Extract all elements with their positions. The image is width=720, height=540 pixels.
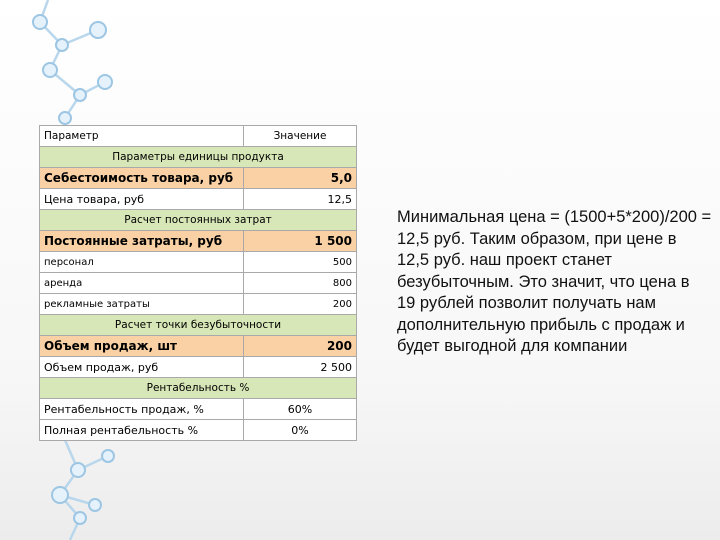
parameters-table xyxy=(39,125,357,441)
section-label: Расчет точки безубыточности xyxy=(40,315,357,336)
table-row xyxy=(40,357,357,378)
section-row xyxy=(40,147,357,168)
explanation-text: Минимальная цена = (1500+5*200)/200 = 12,5 руб. Таким образом, при цене в 12,5 руб. наш проект станет безубыточным. Это значит, что цена в 19 рублей позволит получать нам дополнительную прибыль с продаж и будет выгодной для компании xyxy=(397,208,712,355)
row-label: Объем продаж, руб xyxy=(40,357,244,378)
header-value: Значение xyxy=(244,126,357,147)
row-label: Цена товара, руб xyxy=(40,189,244,210)
row-value: 5,0 xyxy=(244,168,357,189)
row-value: 800 xyxy=(244,273,357,294)
row-label: Рентабельность продаж, % xyxy=(40,399,244,420)
section-label: Рентабельность % xyxy=(40,378,357,399)
row-value: 0% xyxy=(244,420,357,441)
table-header-row xyxy=(40,126,357,147)
table-row xyxy=(40,420,357,441)
section-row xyxy=(40,315,357,336)
row-value: 1 500 xyxy=(244,231,357,252)
row-value: 12,5 xyxy=(244,189,357,210)
section-row xyxy=(40,210,357,231)
header-param: Параметр xyxy=(40,126,244,147)
row-value: 2 500 xyxy=(244,357,357,378)
row-label: Себестоимость товара, руб xyxy=(40,168,244,189)
row-label: персонал xyxy=(40,252,244,273)
row-value: 500 xyxy=(244,252,357,273)
table-row xyxy=(40,168,357,189)
section-label: Параметры единицы продукта xyxy=(40,147,357,168)
table-row xyxy=(40,189,357,210)
row-label: Постоянные затраты, руб xyxy=(40,231,244,252)
row-value: 60% xyxy=(244,399,357,420)
table-row xyxy=(40,231,357,252)
row-value: 200 xyxy=(244,294,357,315)
section-label: Расчет постоянных затрат xyxy=(40,210,357,231)
table-row xyxy=(40,273,357,294)
row-label: Объем продаж, шт xyxy=(40,336,244,357)
row-label: Полная рентабельность % xyxy=(40,420,244,441)
table-row xyxy=(40,399,357,420)
table-row xyxy=(40,294,357,315)
section-row xyxy=(40,378,357,399)
row-label: аренда xyxy=(40,273,244,294)
table-row xyxy=(40,252,357,273)
row-value: 200 xyxy=(244,336,357,357)
parameters-table-panel xyxy=(39,125,356,441)
table-row xyxy=(40,336,357,357)
row-label: рекламные затраты xyxy=(40,294,244,315)
